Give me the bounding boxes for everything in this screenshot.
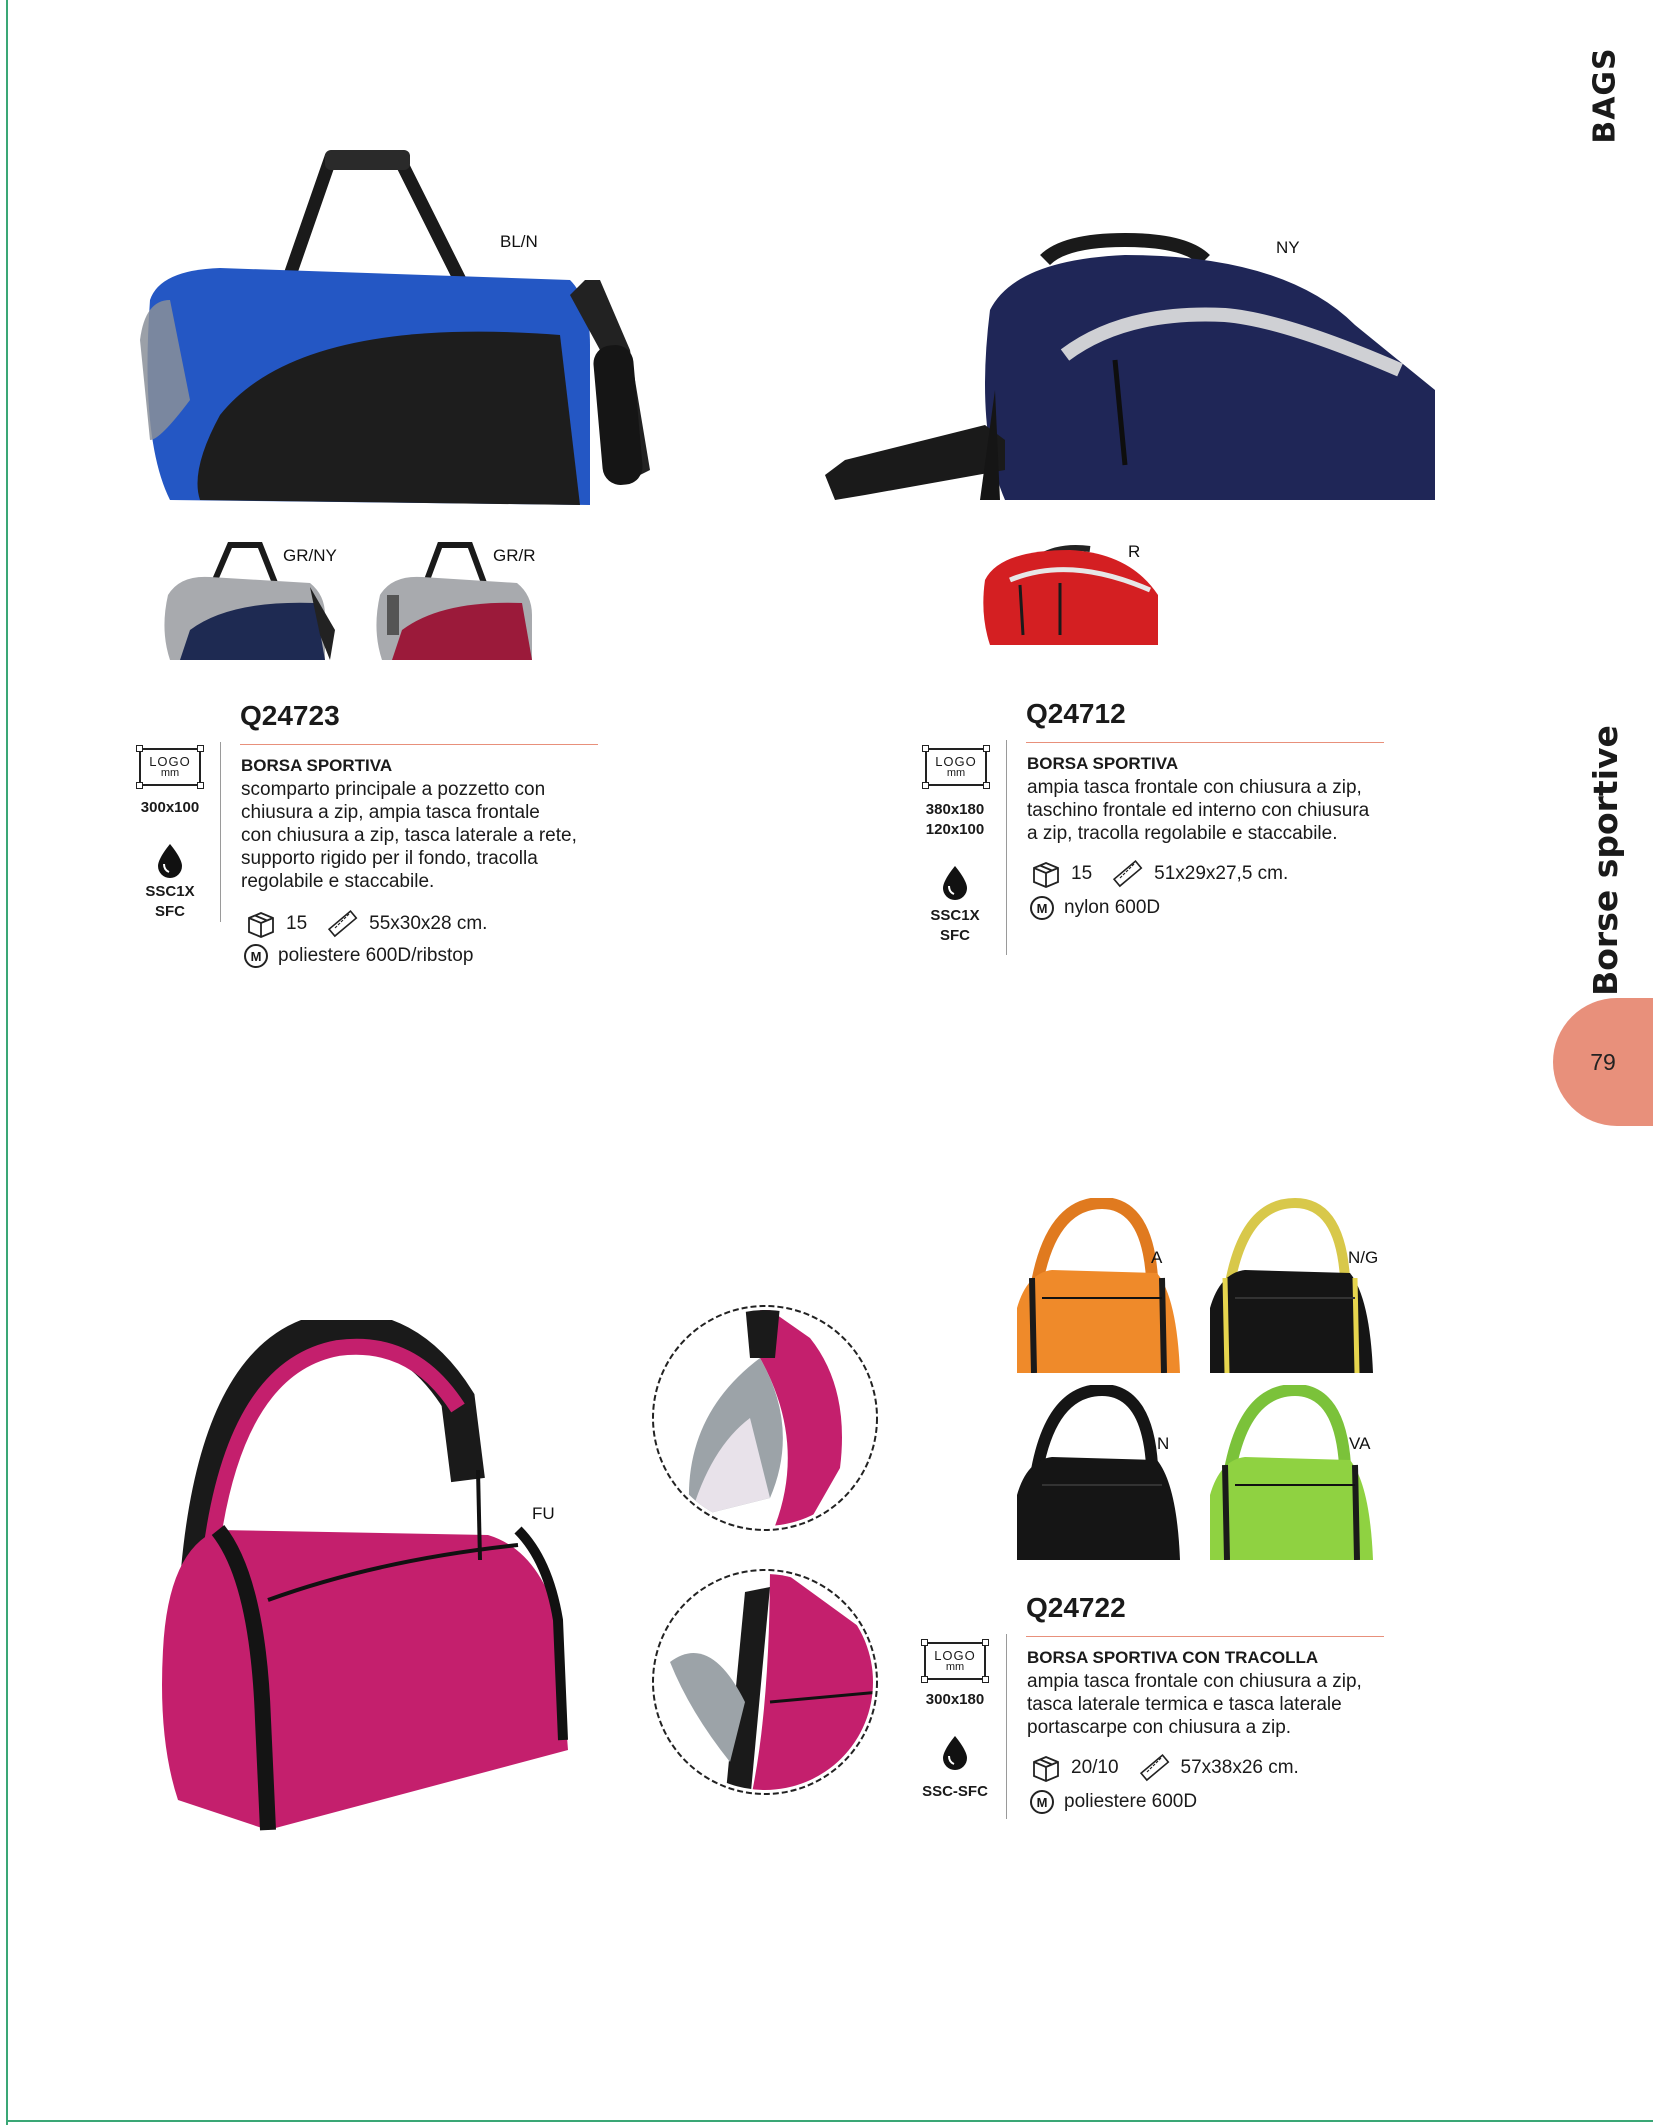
box-icon [1031,1754,1061,1782]
divider [1026,1636,1384,1637]
page-frame-left [6,0,8,2125]
material-text: nylon 600D [1064,897,1161,918]
color-code: N/G [1348,1248,1379,1267]
print-drop-icon [155,842,185,878]
logo-size: 300x180 [925,1691,985,1708]
detail-photo-inner-pocket [650,1298,880,1538]
divider [240,744,598,745]
color-code: BL/N [500,232,538,251]
product-description: ampia tasca frontale con chiusura a zip, taschino frontale ed interno con chiusura a zip, tracolla regolabile e staccabile. [1027,777,1370,844]
color-code: NY [1276,238,1300,257]
material-text: poliestere 600D/ribstop [278,945,474,966]
product-photo-green-bag [1205,1385,1375,1560]
print-method: SFC [155,903,185,920]
color-code: GR/NY [283,546,337,565]
product-description: ampia tasca frontale con chiusura a zip, tasca laterale termica e tasca laterale portascarpe con chiusura a zip. [1027,1671,1362,1738]
product-title: BORSA SPORTIVA [241,756,393,775]
product-material [1030,1790,1197,1814]
product-dimensions: 55x30x28 cm. [369,913,488,934]
color-code: R [1128,542,1141,561]
print-drop-icon [940,864,970,900]
product-description: scomparto principale a pozzetto con chiusura a zip, ampia tasca frontale con chiusura a zip, tasca laterale a rete, supporto rigido per il fondo, tracolla regolabile e staccabile. [241,779,577,892]
product-photo-black-bag [1012,1385,1182,1560]
category-label: Borse sportive [1585,724,1625,996]
divider [1006,1634,1007,1819]
divider [220,742,221,922]
page-frame-bottom [6,2120,1653,2122]
print-method: SSC-SFC [922,1783,988,1800]
box-quantity: 15 [1071,863,1093,884]
color-code: FU [532,1504,555,1523]
section-tab [1570,40,1640,150]
print-method: SSC1X [930,907,980,924]
material-text: poliestere 600D [1064,1791,1198,1812]
box-quantity: 15 [286,913,308,934]
color-code: A [1151,1248,1163,1267]
product-material [244,944,473,968]
print-methods [910,1782,1000,1802]
logo-area-icon: LOGO mm [924,1642,986,1680]
material-icon: M [1030,1790,1054,1814]
page-number-tab [1553,998,1653,1126]
ruler-icon [327,910,359,938]
logo-area-icon: LOGO mm [139,748,201,786]
color-code: N [1157,1434,1170,1453]
product-code: Q24723 [240,700,340,731]
product-photo-black-yellow-bag [1205,1198,1375,1373]
product-photo-fuchsia-bag [158,1320,578,1840]
product-title: BORSA SPORTIVA CON TRACOLLA [1027,1648,1319,1667]
section-label: BAGS [1587,46,1623,144]
product-dimensions: 51x29x27,5 cm. [1154,863,1289,884]
category-tab [1555,724,1653,996]
detail-photo-side-pocket [650,1562,880,1802]
divider [1026,742,1384,743]
print-method: SFC [940,927,970,944]
product-specs [246,910,487,938]
product-material [1030,896,1160,920]
product-specs [1031,1754,1299,1782]
print-drop-icon [940,1734,970,1770]
logo-size: 300x100 [140,799,200,816]
product-specs [1031,860,1288,888]
logo-area-icon: LOGO mm [925,748,987,786]
product-code: Q24722 [1026,1592,1126,1623]
color-code: VA [1349,1434,1371,1453]
print-method: SSC1X [145,883,195,900]
product-code: Q24712 [1026,698,1126,729]
product-photo-navy-duffel [825,230,1435,510]
ruler-icon [1139,1754,1171,1782]
product-dimensions: 57x38x26 cm. [1180,1757,1299,1778]
print-methods [130,882,210,922]
material-icon: M [1030,896,1054,920]
color-code: GR/R [493,546,536,565]
product-title: BORSA SPORTIVA [1027,754,1179,773]
print-methods [915,906,995,946]
divider [1006,740,1007,955]
box-quantity: 20/10 [1071,1757,1119,1778]
ruler-icon [1112,860,1144,888]
page-number: 79 [1590,1048,1616,1075]
box-icon [246,910,276,938]
logo-size: 380x180 120x100 [925,801,985,838]
material-icon: M [244,944,268,968]
product-photo-orange-bag [1012,1198,1182,1373]
product-photo-blue-duffel [130,140,670,510]
box-icon [1031,860,1061,888]
